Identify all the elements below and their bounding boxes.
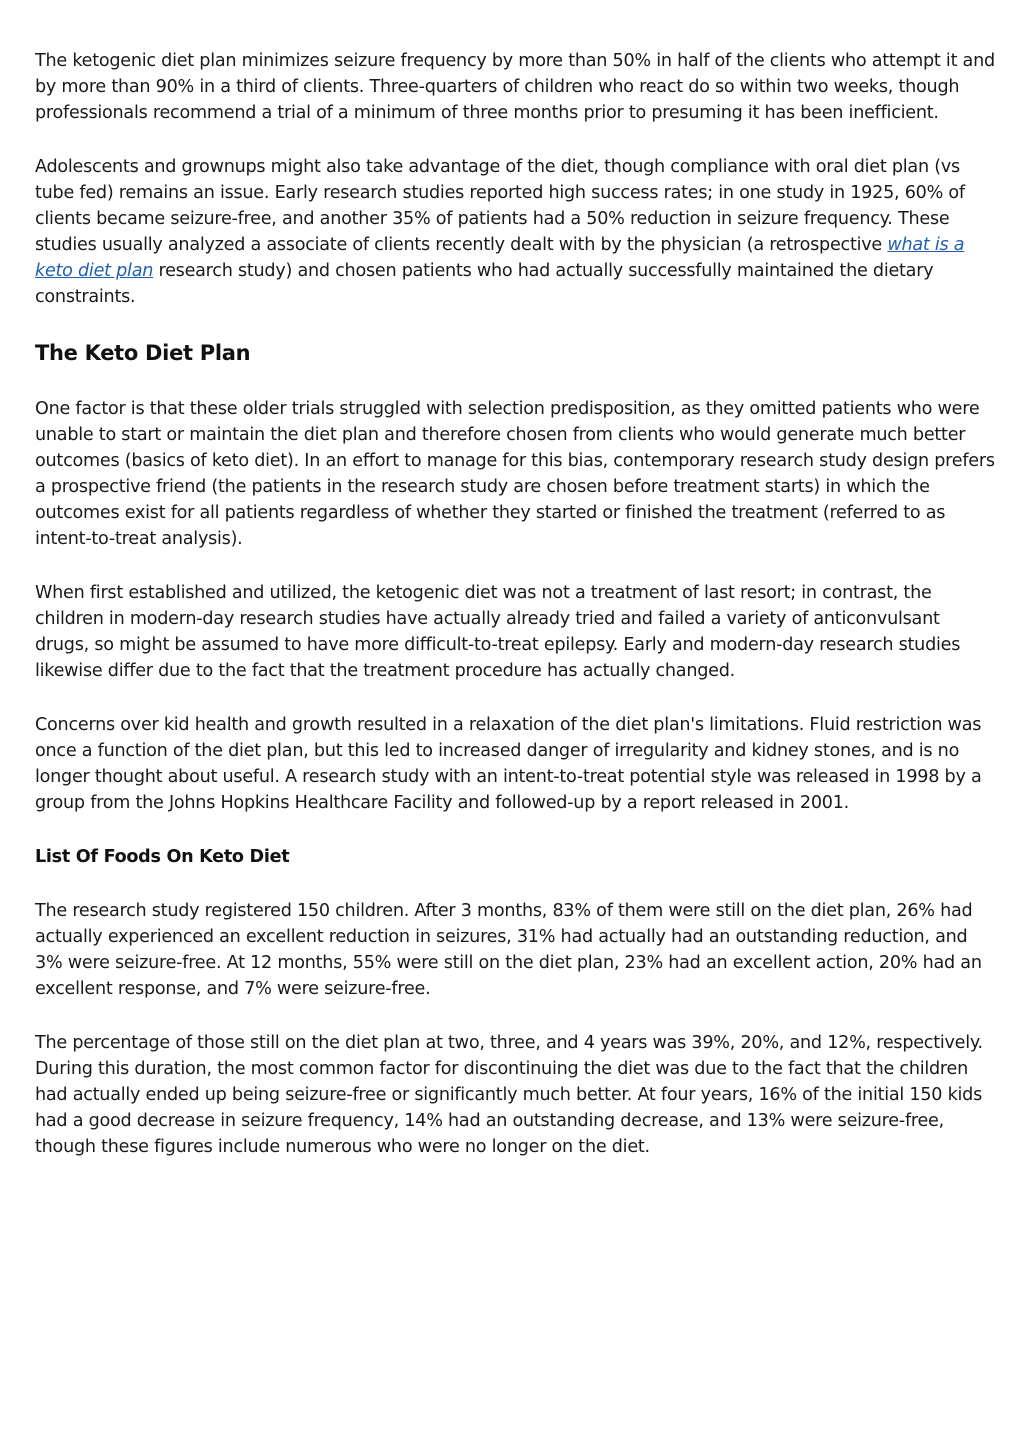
paragraph-fluid-restriction: Concerns over kid health and growth resulted in a relaxation of the diet plan's limitations. Fluid restriction was once a function of the diet plan, but this led to increased danger of irregularity and kidney stones, and is no longer thought about useful. A research study with an intent-to-treat potential style was released in 1998 by a group from the Johns Hopkins Healthcare Facility and followed-up by a report released in 2001. bbox=[35, 715, 982, 813]
paragraph-intro: The ketogenic diet plan minimizes seizure frequency by more than 50% in half of the clients who attempt it and by more than 90% in a third of clients. Three-quarters of children who react do so within two weeks, though professionals recommend a trial of a minimum of three months prior to presuming it has been inefficient. bbox=[35, 51, 995, 123]
paragraph-adolescents bbox=[35, 154, 995, 310]
paragraph-adolescents-text-before: Adolescents and grownups might also take advantage of the diet, though compliance with oral diet plan (vs tube fed) remains an issue. Early research studies reported high success rates; in one study in 1925, 60% of clients became seizure-free, and another 35% of patients had a 50% reduction in seizure frequency. These studies usually analyzed a associate of clients recently dealt with by the physician (a retrospective bbox=[35, 157, 965, 255]
paragraph-long-term-results: The percentage of those still on the diet plan at two, three, and 4 years was 39%, 20%, and 12%, respectively. During this duration, the most common factor for discontinuing the diet was due to the fact that the children had actually ended up being seizure-free or significantly much better. At four years, 16% of the initial 150 kids had a good decrease in seizure frequency, 14% had an outstanding decrease, and 13% were seizure-free, though these figures include numerous who were no longer on the diet. bbox=[35, 1033, 983, 1157]
paragraph-selection-bias: One factor is that these older trials struggled with selection predisposition, as they omitted patients who were unable to start or maintain the diet plan and therefore chosen from clients who would generate much better outcomes (basics of keto diet). In an effort to manage for this bias, contemporary research study design prefers a prospective friend (the patients in the research study are chosen before treatment starts) in which the outcomes exist for all patients regardless of whether they started or finished the treatment (referred to as intent-to-treat analysis). bbox=[35, 399, 995, 549]
section-heading-keto-diet-plan: The Keto Diet Plan bbox=[35, 341, 251, 365]
article-body bbox=[35, 48, 995, 1188]
paragraph-adolescents-text-after: research study) and chosen patients who had actually successfully maintained the dietary constraints. bbox=[35, 261, 934, 307]
paragraph-treatment-history: When first established and utilized, the ketogenic diet was not a treatment of last resort; in contrast, the children in modern-day research studies have actually already tried and failed a variety of anticonvulsant drugs, so might be assumed to have more difficult-to-treat epilepsy. Early and modern-day research studies likewise differ due to the fact that the treatment procedure has actually changed. bbox=[35, 583, 961, 681]
keto-diet-plan-link[interactable]: what is a keto diet plan bbox=[35, 235, 965, 281]
paragraph-study-results: The research study registered 150 children. After 3 months, 83% of them were still on the diet plan, 26% had actually experienced an excellent reduction in seizures, 31% had actually had an outstanding reduction, and 3% were seizure-free. At 12 months, 55% were still on the diet plan, 23% had an excellent action, 20% had an excellent response, and 7% were seizure-free. bbox=[35, 901, 982, 999]
section-heading-list-of-foods: List Of Foods On Keto Diet bbox=[35, 847, 290, 867]
